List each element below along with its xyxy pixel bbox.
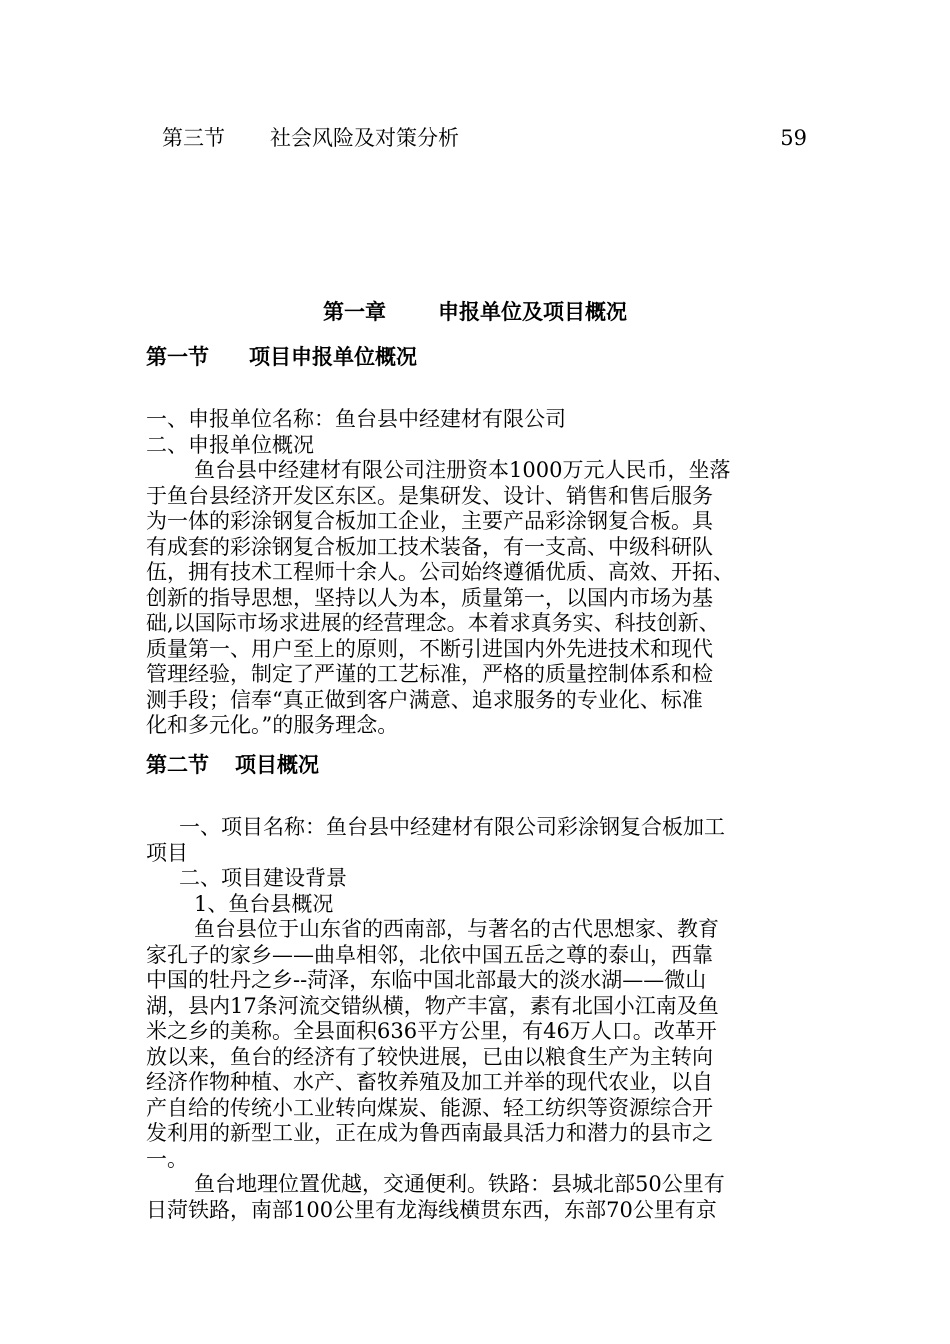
paragraph-line: 湖，县内17条河流交错纵横，物产丰富，素有北国小江南及鱼	[146, 993, 719, 1018]
paragraph-line: 鱼台县中经建材有限公司注册资本1000万元人民币，坐落	[194, 458, 731, 482]
section-2-body	[146, 815, 822, 1223]
section-number: 第二节	[146, 752, 209, 777]
chapter-name: 申报单位及项目概况	[438, 299, 627, 324]
chapter-number: 第一章	[323, 299, 386, 324]
paragraph-line: 一、申报单位名称：鱼台县中经建材有限公司	[146, 407, 566, 431]
paragraph-line: 放以来，鱼台的经济有了较快进展，已由以粮食生产为主转向	[146, 1044, 713, 1069]
paragraph-line: 鱼台县位于山东省的西南部，与著名的古代思想家、教育	[194, 917, 719, 941]
section-title: 项目申报单位概况	[249, 344, 417, 369]
paragraph-line: 发利用的新型工业，正在成为鲁西南最具活力和潜力的县市之	[146, 1121, 713, 1145]
chapter-title	[0, 298, 950, 326]
paragraph-line: 二、申报单位概况	[146, 432, 314, 457]
paragraph-line: 于鱼台县经济开发区东区。是集研发、设计、销售和售后服务	[146, 483, 713, 508]
paragraph-line: 产自给的传统小工业转向煤炭、能源、轻工纺织等资源综合开	[146, 1095, 713, 1120]
paragraph-line: 中国的牡丹之乡--菏泽，东临中国北部最大的淡水湖——微山	[146, 968, 707, 992]
paragraph-line: 一、项目名称：鱼台县中经建材有限公司彩涂钢复合板加工	[179, 815, 725, 839]
paragraph-line: 为一体的彩涂钢复合板加工企业，主要产品彩涂钢复合板。具	[146, 509, 713, 533]
toc-entry[interactable]	[162, 124, 807, 152]
toc-page-number: 59	[780, 126, 807, 150]
paragraph-line: 础,以国际市场求进展的经营理念。本着求真务实、科技创新、	[146, 611, 720, 635]
toc-section-number: 第三节	[162, 126, 225, 150]
paragraph-line: 米之乡的美称。全县面积636平方公里，有46万人口。改革开	[146, 1019, 717, 1043]
paragraph-line: 管理经验，制定了严谨的工艺标准，严格的质量控制体系和检	[146, 662, 713, 686]
paragraph-line: 伍，拥有技术工程师十余人。公司始终遵循优质、高效、开拓、	[146, 560, 734, 584]
paragraph-line: 质量第一、用户至上的原则，不断引进国内外先进技术和现代	[146, 636, 713, 661]
paragraph-line: 一。	[146, 1146, 188, 1171]
paragraph-line: 测手段；信奉“真正做到客户满意、追求服务的专业化、标准	[146, 687, 703, 712]
paragraph-line: 1、鱼台县概况	[194, 891, 334, 916]
section-heading-2	[146, 751, 319, 779]
paragraph-line: 经济作物种植、水产、畜牧养殖及加工并举的现代农业，以自	[146, 1070, 713, 1094]
section-title: 项目概况	[235, 752, 319, 777]
paragraph-line: 二、项目建设背景	[179, 866, 347, 890]
paragraph-line: 项目	[146, 840, 188, 865]
toc-section-title: 社会风险及对策分析	[270, 126, 459, 150]
paragraph-line: 有成套的彩涂钢复合板加工技术装备，有一支高、中级科研队	[146, 534, 713, 559]
section-1-body	[146, 407, 822, 739]
paragraph-line: 创新的指导思想，坚持以人为本，质量第一，以国内市场为基	[146, 585, 713, 610]
section-heading-1	[146, 343, 417, 371]
paragraph-line: 鱼台地理位置优越，交通便利。铁路：县城北部50公里有	[194, 1172, 725, 1196]
paragraph-line: 日菏铁路，南部100公里有龙海线横贯东西，东部70公里有京	[146, 1197, 717, 1222]
paragraph-line: 化和多元化。”的服务理念。	[146, 713, 399, 737]
section-number: 第一节	[146, 344, 209, 369]
paragraph-line: 家孔子的家乡——曲阜相邻，北依中国五岳之尊的泰山，西靠	[146, 942, 713, 967]
